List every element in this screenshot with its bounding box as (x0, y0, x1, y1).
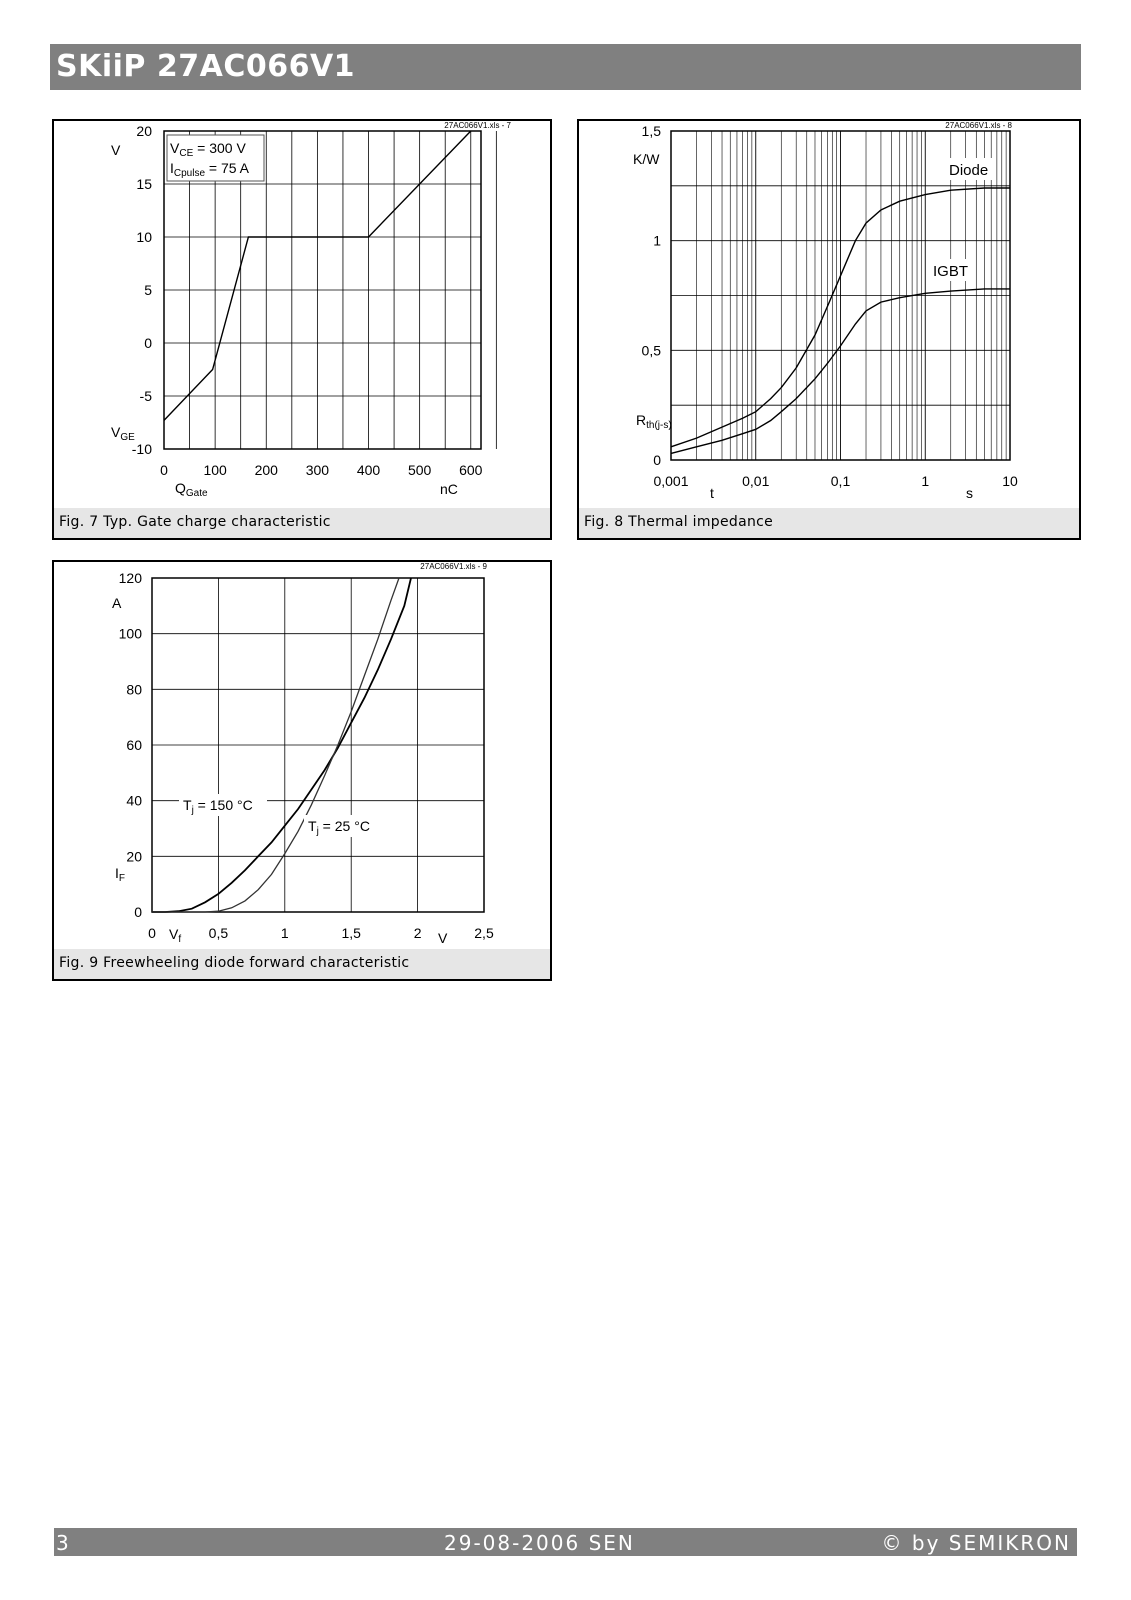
y-tick-label: 120 (118, 570, 142, 586)
figure-caption: Fig. 9 Freewheeling diode forward characteristic (59, 955, 410, 971)
header-bar (50, 44, 1081, 90)
footer-date: 29-08-2006 SEN (444, 1531, 635, 1555)
igbt-label: IGBT (933, 263, 969, 280)
x-tick-label: 10 (1002, 473, 1018, 489)
tj150-label: $T_j = 150$ °C (183, 797, 253, 816)
x-tick-label: 2,5 (474, 925, 494, 941)
figure-caption: Fig. 8 Thermal impedance (584, 514, 774, 530)
x-tick-label: 0,001 (653, 473, 689, 489)
x-tick-label: 400 (356, 462, 381, 478)
y-tick-label: 0,5 (641, 342, 661, 359)
y-tick-label: 15 (136, 176, 152, 192)
y-unit-label: K/W (633, 151, 660, 167)
y-tick-label: 1,5 (641, 123, 661, 139)
figure-7-gate-charge (52, 119, 552, 540)
y-axis-label: $R_{th(j-s)}$ (636, 412, 672, 431)
y-unit-label: V (111, 142, 121, 158)
y-axis-label: $V_{GE}$ (111, 424, 135, 443)
y-tick-label: 10 (136, 229, 152, 245)
x-tick-label: 0,1 (830, 473, 851, 489)
document-title: SKiiP 27AC066V1 (56, 49, 356, 84)
figure-9-diode-forward (52, 560, 552, 981)
y-tick-label: -5 (139, 388, 152, 404)
figure-caption: Fig. 7 Typ. Gate charge characteristic (59, 514, 331, 530)
x-tick-label: 1,5 (341, 925, 361, 941)
x-unit-label: s (966, 485, 973, 501)
x-axis-label: $Q_{Gate}$ (175, 480, 208, 499)
x-tick-label: 300 (305, 462, 330, 478)
y-tick-label: 20 (136, 123, 152, 139)
footer-copyright: © by SEMIKRON (881, 1531, 1071, 1555)
x-axis-label: t (710, 485, 714, 501)
file-reference: 27AC066V1.xls - 9 (420, 562, 487, 571)
x-tick-label: 1 (921, 473, 930, 489)
gate-charge-chart (54, 121, 550, 538)
y-tick-label: -10 (131, 441, 152, 457)
x-axis-label: $V_f$ (169, 926, 182, 945)
diode-label: Diode (949, 162, 989, 179)
x-unit-label: nC (440, 481, 458, 497)
x-tick-label: 500 (407, 462, 432, 478)
y-tick-label: 1 (653, 232, 661, 249)
thermal-impedance-chart (579, 121, 1079, 538)
y-tick-label: 20 (126, 848, 142, 865)
file-reference: 27AC066V1.xls - 8 (945, 121, 1012, 130)
x-tick-label: 1 (280, 925, 289, 941)
tj25-label: $T_j = 25$ °C (308, 818, 370, 837)
x-tick-label: 0 (160, 462, 168, 478)
y-tick-label: 40 (126, 792, 142, 809)
x-tick-label: 0 (148, 925, 156, 941)
x-tick-label: 200 (254, 462, 278, 478)
x-tick-label: 0,5 (208, 925, 229, 941)
y-tick-label: 100 (118, 625, 142, 642)
x-unit-label: V (438, 930, 448, 946)
file-reference: 27AC066V1.xls - 7 (444, 121, 511, 130)
caption-bar (579, 508, 1079, 538)
y-tick-label: 0 (144, 335, 152, 351)
x-tick-label: 100 (203, 462, 227, 478)
y-axis-label: $I_F$ (115, 865, 125, 884)
x-tick-label: 0,01 (742, 473, 770, 489)
y-tick-label: 60 (126, 737, 142, 753)
y-tick-label: 80 (126, 681, 142, 698)
x-tick-label: 2 (413, 925, 422, 941)
y-unit-label: A (112, 595, 122, 611)
caption-bar (54, 949, 550, 979)
legend-icpulse: $I_{Cpulse} = 75$ A (170, 160, 250, 179)
caption-bar (54, 508, 550, 538)
footer-bar (54, 1528, 1077, 1556)
x-tick-label: 600 (459, 462, 483, 478)
page-number: 3 (56, 1531, 71, 1555)
y-tick-label: 0 (134, 904, 142, 920)
y-tick-label: 0 (653, 452, 661, 468)
legend-vce: $V_{CE} = 300$ V (170, 140, 246, 159)
diode-forward-chart (54, 562, 550, 979)
y-tick-label: 5 (144, 282, 152, 298)
figure-8-thermal-impedance (577, 119, 1081, 540)
